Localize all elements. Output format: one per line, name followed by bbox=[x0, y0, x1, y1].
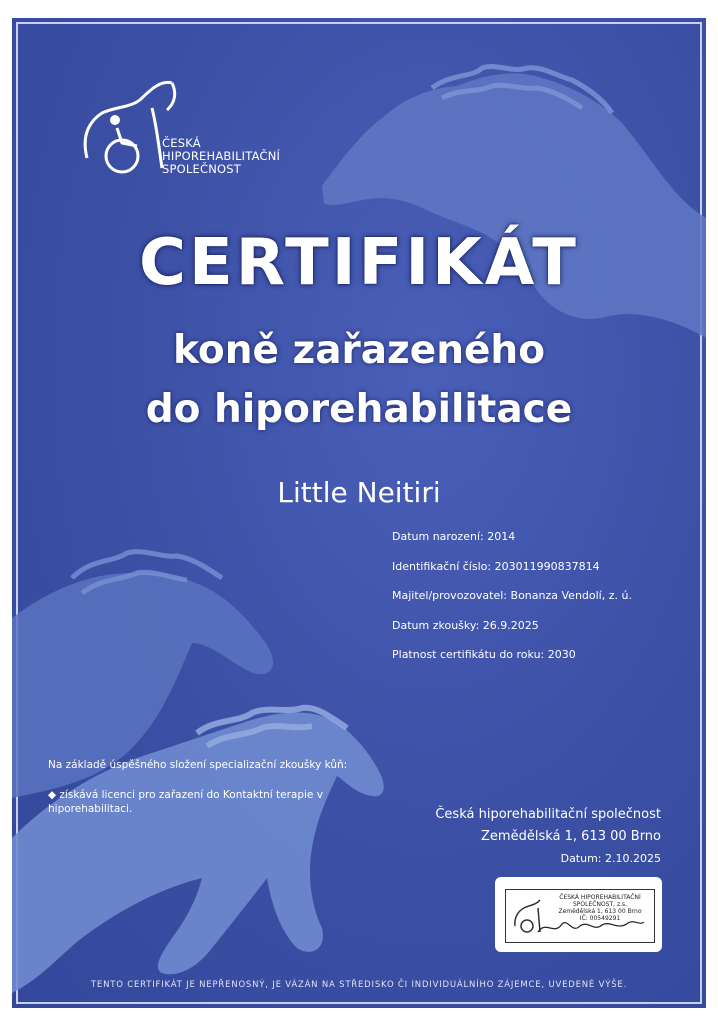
detail-value: 203011990837814 bbox=[494, 559, 600, 573]
certificate-subtitle-line1: koně zařazeného bbox=[173, 328, 545, 373]
licence-text-content: získává licenci pro zařazení do Kontaktní terapie v hiporehabilitaci. bbox=[48, 789, 323, 815]
issue-date-value: 2.10.2025 bbox=[605, 852, 661, 865]
stamp-line: IČ: 00549291 bbox=[579, 915, 621, 922]
basis-text: Na základě úspěšného složení specializační zkoušky kůň: bbox=[48, 759, 348, 771]
detail-label: Datum narození: bbox=[392, 530, 484, 543]
detail-value: 2030 bbox=[547, 648, 576, 661]
stamp-line: Zemědělská 1, 613 00 Brno bbox=[558, 908, 642, 915]
logo-text-line: SPOLEČNOST bbox=[162, 162, 241, 176]
stamp-line: SPOLEČNOST, z.s. bbox=[572, 901, 628, 908]
logo-text bbox=[162, 137, 280, 176]
detail-label: Platnost certifikátu do roku: bbox=[392, 648, 545, 661]
horse-details bbox=[392, 530, 632, 678]
certificate bbox=[12, 18, 706, 1008]
stamp-line: ČESKÁ HIPOREHABILITAČNÍ bbox=[559, 894, 641, 901]
stamp-area bbox=[495, 877, 662, 952]
signature-icon bbox=[536, 916, 646, 938]
detail-validity bbox=[392, 648, 632, 678]
detail-owner bbox=[392, 589, 632, 619]
licence-text bbox=[48, 788, 368, 816]
detail-value: Bonanza Vendolí, z. ú. bbox=[510, 589, 632, 602]
horse-name: Little Neitiri bbox=[277, 476, 441, 509]
footer-notice: TENTO CERTIFIKÁT JE NEPŘENOSNÝ, JE VÁZÁN NA STŘEDISKO ČI INDIVIDUÁLNÍHO ZÁJEMCE, UVEDENÉ VÝŠE. bbox=[90, 980, 628, 990]
detail-value: 2014 bbox=[487, 530, 516, 543]
issuer-name: Česká hiporehabilitační společnost bbox=[435, 807, 661, 822]
issuer-address: Zemědělská 1, 613 00 Brno bbox=[481, 829, 661, 844]
diamond-bullet-icon: ◆ bbox=[48, 789, 57, 801]
detail-label: Identifikační číslo: bbox=[392, 559, 492, 573]
issuer-block bbox=[435, 804, 661, 870]
detail-exam-date bbox=[392, 619, 632, 649]
issue-date-label: Datum: bbox=[560, 852, 602, 865]
detail-label: Datum zkoušky: bbox=[392, 618, 480, 632]
official-stamp bbox=[505, 889, 655, 943]
logo-text-line: ČESKÁ bbox=[162, 136, 201, 150]
certificate-title: CERTIFIKÁT bbox=[139, 226, 579, 300]
logo-text-line: HIPOREHABILITAČNÍ bbox=[162, 149, 281, 163]
certificate-subtitle-line2: do hiporehabilitace bbox=[145, 387, 573, 432]
detail-value: 26.9.2025 bbox=[482, 618, 539, 632]
detail-label: Majitel/provozovatel: bbox=[392, 589, 508, 602]
detail-id-number bbox=[392, 560, 632, 590]
issue-date-row bbox=[435, 848, 661, 870]
detail-birth-date bbox=[392, 530, 632, 560]
